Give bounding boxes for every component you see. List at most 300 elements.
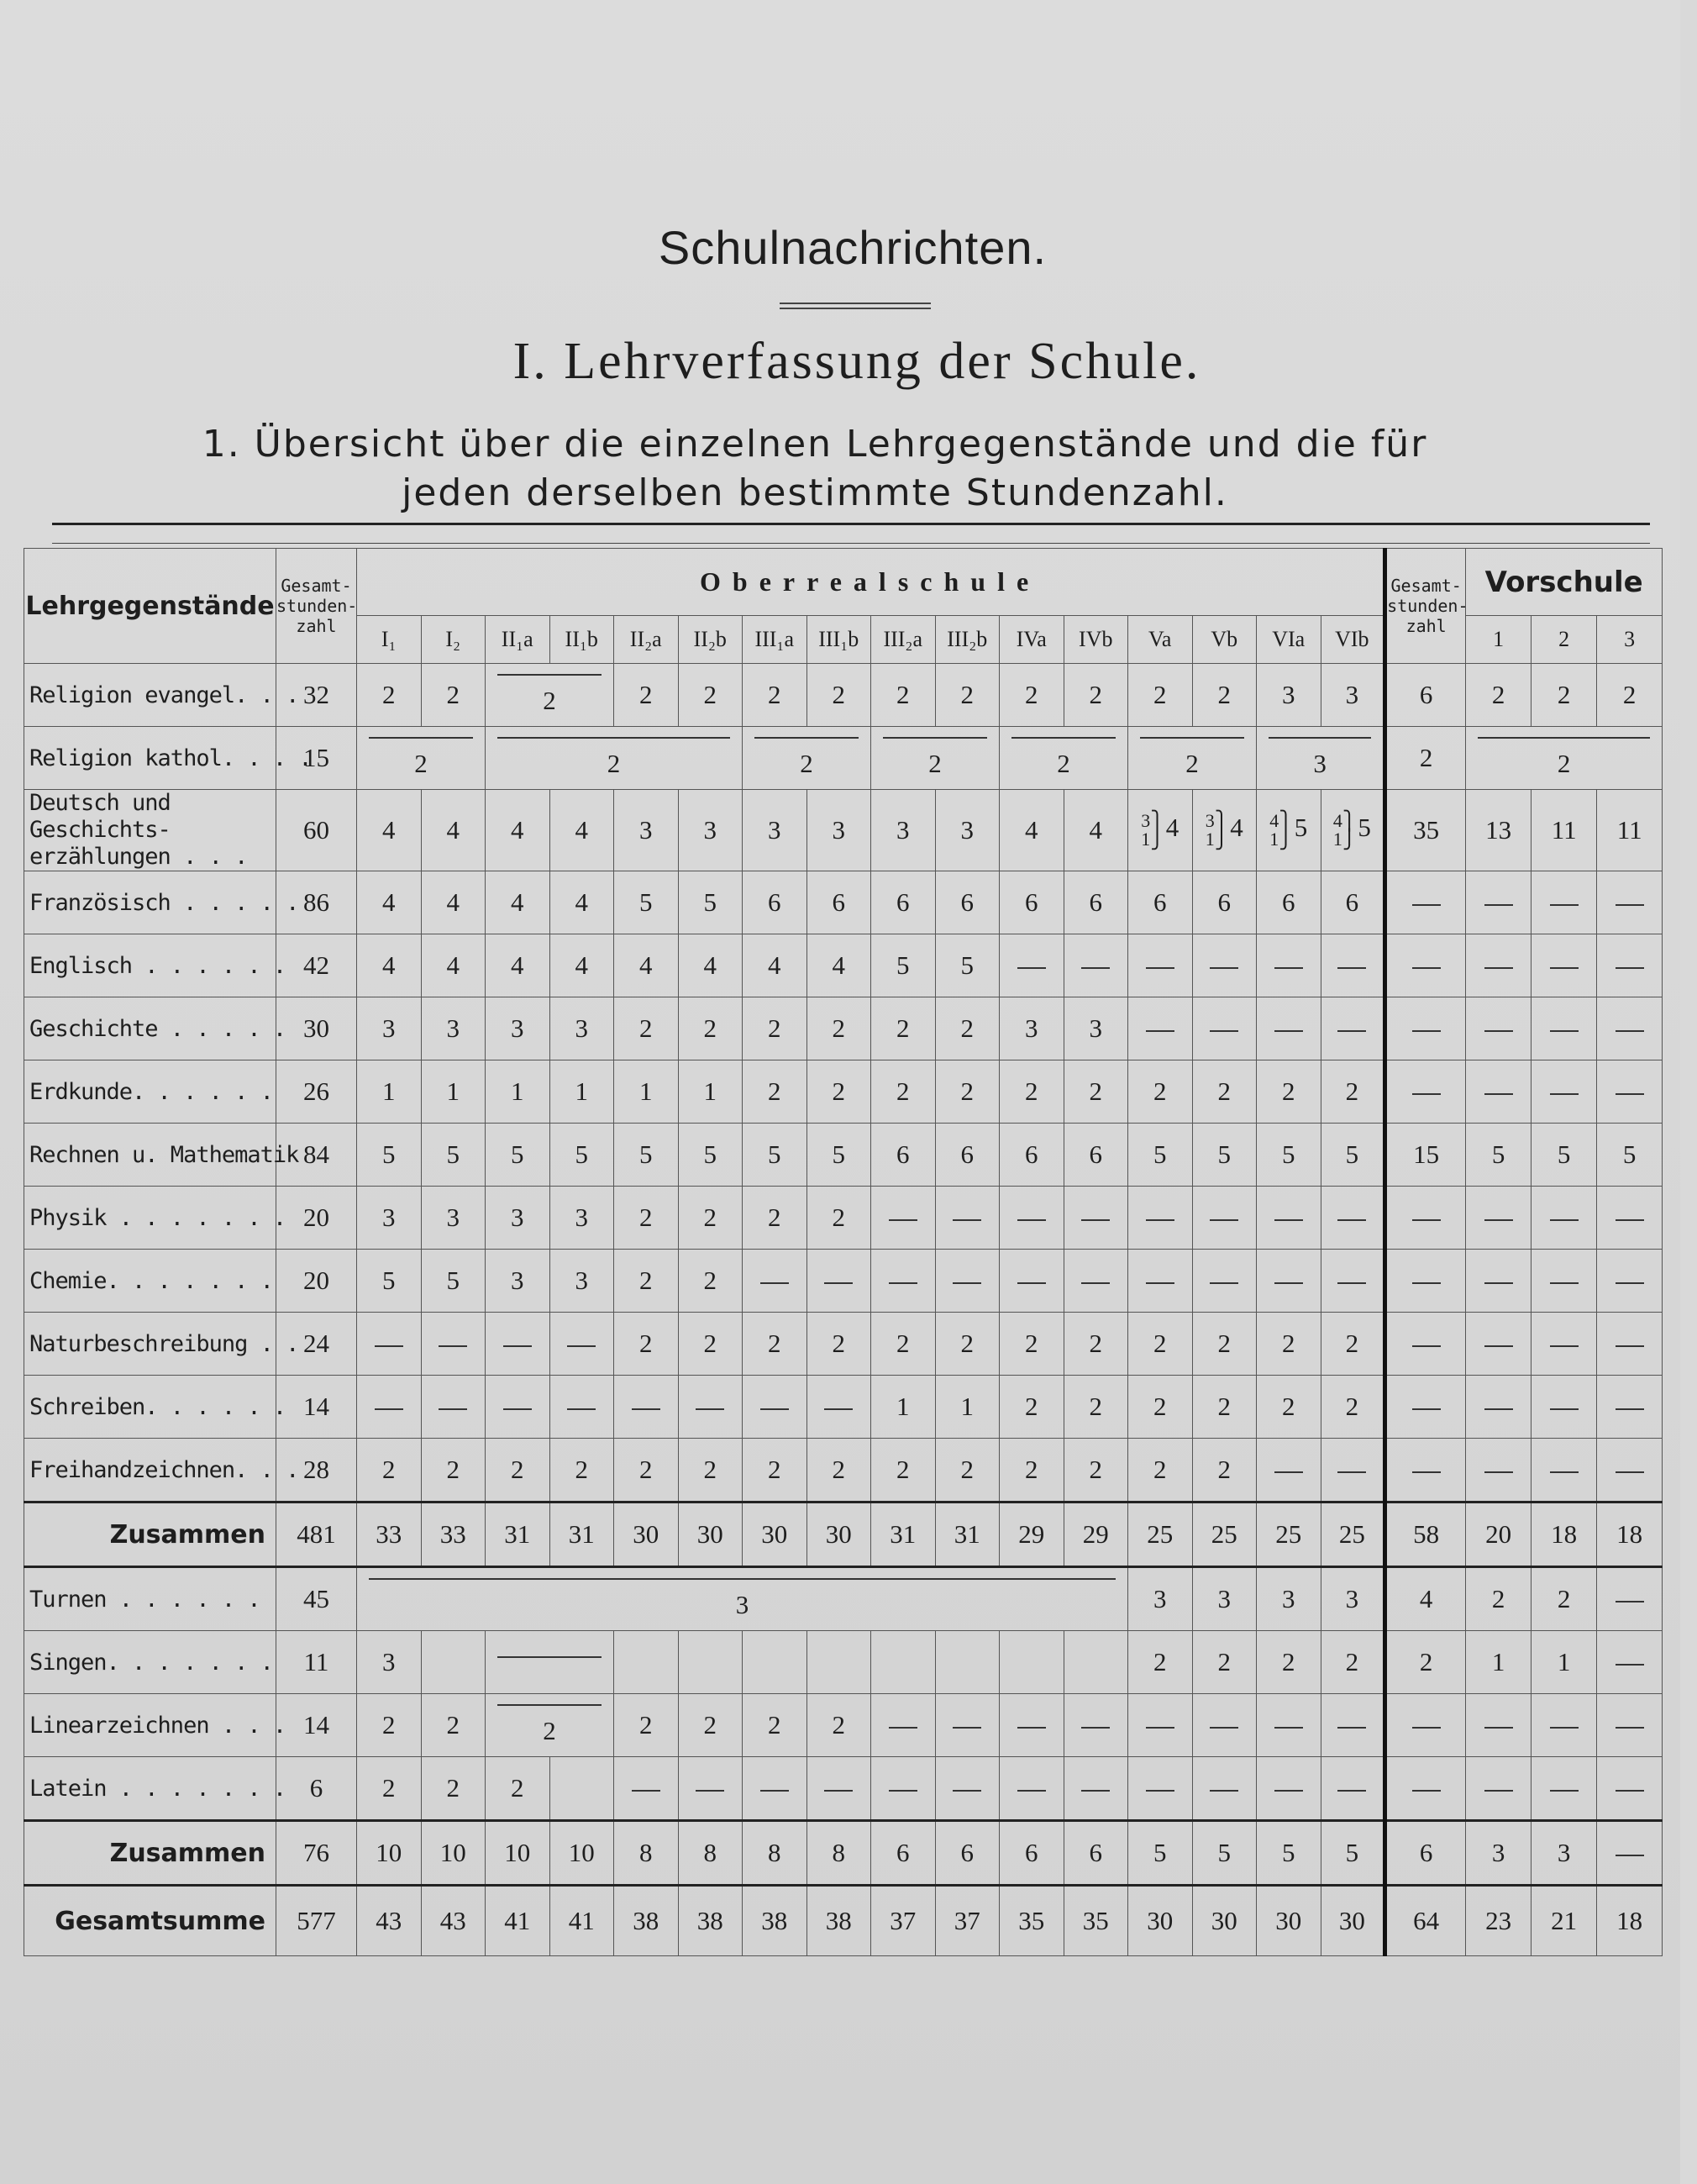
class-hours: 4: [357, 871, 422, 934]
table-row: [24, 790, 1663, 871]
row-total: 15: [276, 727, 357, 790]
class-hours: 30: [1257, 1886, 1321, 1956]
class-hours: 5: [614, 871, 679, 934]
row-total: 45: [276, 1567, 357, 1631]
brace-mark: [369, 737, 473, 744]
class-hours: [1000, 1187, 1064, 1250]
class-hours: 8: [806, 1821, 871, 1886]
class-hours: 33: [421, 1502, 486, 1567]
dash-mark: [1616, 1345, 1644, 1347]
dash-mark: [1146, 1790, 1174, 1792]
class-hours: [549, 1757, 614, 1821]
class-hours: [1000, 934, 1064, 997]
dash-mark: [824, 1790, 853, 1792]
class-hours: 2: [357, 664, 422, 727]
class-hours: 6: [871, 871, 936, 934]
class-hours: [1192, 997, 1257, 1060]
dash-mark: [953, 1282, 981, 1284]
class-hours: 2: [743, 1060, 807, 1124]
class-hours: [871, 1187, 936, 1250]
class-hours: 2: [1064, 1313, 1128, 1376]
class-hours: 2: [678, 1250, 743, 1313]
class-hours: 3: [871, 790, 936, 871]
table-row: [24, 664, 1663, 727]
header-subject: Lehrgegenstände: [24, 549, 276, 664]
row-label: Gesamtsumme: [24, 1886, 276, 1956]
class-hours: 3: [678, 790, 743, 871]
row-total: 24: [276, 1313, 357, 1376]
class-hours: 6: [806, 871, 871, 934]
class-hours: 6: [871, 1124, 936, 1187]
vor-hours: [1532, 1060, 1597, 1124]
vor-hours: [1597, 1439, 1663, 1502]
class-hours: 2: [871, 997, 936, 1060]
vor-hours: [1532, 1694, 1597, 1757]
class-hours: [743, 1250, 807, 1313]
class-hours: 3⎫ 1⎭4: [1128, 790, 1193, 871]
lesson-plan-table: [24, 548, 1663, 1956]
class-hours: 10: [549, 1821, 614, 1886]
header-class-I1: I₁: [357, 616, 422, 664]
vor-hours: 2: [1466, 1567, 1532, 1631]
dash-mark: [1337, 1727, 1366, 1729]
class-hours: 2: [1257, 1313, 1321, 1376]
class-hours: 6: [1321, 871, 1385, 934]
class-hours: 5: [614, 1124, 679, 1187]
dash-mark: [1412, 1282, 1441, 1284]
vor-hours: [1532, 997, 1597, 1060]
class-hours: 2: [743, 1439, 807, 1502]
dash-mark: [1146, 1219, 1174, 1221]
class-hours: [1128, 1757, 1193, 1821]
class-hours: [935, 1694, 1000, 1757]
brace-mark: [497, 1656, 602, 1663]
class-hours: 2: [935, 997, 1000, 1060]
class-hours: [1192, 1187, 1257, 1250]
class-hours: 35: [1064, 1886, 1128, 1956]
row-total: 76: [276, 1821, 357, 1886]
dash-mark: [503, 1345, 532, 1347]
class-hours: 5: [357, 1250, 422, 1313]
class-hours: 2: [1321, 1060, 1385, 1124]
class-hours: 41: [486, 1886, 550, 1956]
brace-mark: [754, 737, 859, 744]
class-hours: 10: [486, 1821, 550, 1886]
dash-mark: [1550, 1093, 1579, 1095]
class-hours: 5: [678, 1124, 743, 1187]
class-hours: 4: [486, 871, 550, 934]
header-class-VIb: VIb: [1321, 616, 1385, 664]
class-hours: 2: [743, 1694, 807, 1757]
class-hours: 3: [357, 1567, 1128, 1631]
class-hours: 6: [1064, 1821, 1128, 1886]
dash-mark: [1146, 967, 1174, 969]
vor-hours: [1597, 1694, 1663, 1757]
class-hours: 2: [1000, 1060, 1064, 1124]
class-hours: [486, 1631, 614, 1694]
class-hours: 30: [743, 1502, 807, 1567]
dash-mark: [1616, 1471, 1644, 1473]
class-hours: 3: [1192, 1567, 1257, 1631]
row-total: 60: [276, 790, 357, 871]
class-hours: 3: [806, 790, 871, 871]
dash-mark: [1274, 1219, 1303, 1221]
dash-mark: [1550, 1282, 1579, 1284]
brace-mark: [1011, 737, 1116, 744]
class-hours: 5: [1192, 1821, 1257, 1886]
vor-total: [1385, 1439, 1466, 1502]
row-label: Zusammen: [24, 1821, 276, 1886]
class-hours: 2: [935, 1439, 1000, 1502]
dash-mark: [1484, 1219, 1513, 1221]
vor-hours: 1: [1466, 1631, 1532, 1694]
class-hours: 8: [678, 1821, 743, 1886]
class-hours: 4: [357, 790, 422, 871]
dash-mark: [1081, 1219, 1110, 1221]
class-hours: 5: [357, 1124, 422, 1187]
vor-hours: [1597, 1187, 1663, 1250]
dash-mark: [1337, 1219, 1366, 1221]
dash-mark: [439, 1345, 467, 1347]
class-hours: 2: [1000, 1376, 1064, 1439]
header-class-II2b: II₂b: [678, 616, 743, 664]
class-hours: 38: [678, 1886, 743, 1956]
class-hours: [549, 1313, 614, 1376]
class-hours: 5: [1192, 1124, 1257, 1187]
dash-mark: [1337, 967, 1366, 969]
dash-mark: [1616, 1282, 1644, 1284]
table-row: [24, 1187, 1663, 1250]
vor-hours: [1466, 934, 1532, 997]
class-hours: 2: [871, 664, 936, 727]
dash-mark: [1550, 1030, 1579, 1032]
class-hours: 6: [1064, 871, 1128, 934]
class-hours: [1000, 1694, 1064, 1757]
table-row: [24, 727, 1663, 790]
header-class-Vb: Vb: [1192, 616, 1257, 664]
dash-mark: [375, 1408, 403, 1410]
class-hours: 2: [1192, 1631, 1257, 1694]
vor-hours: 18: [1532, 1502, 1597, 1567]
class-hours: [935, 1187, 1000, 1250]
dash-mark: [375, 1345, 403, 1347]
table-row: [24, 1567, 1663, 1631]
header-class-I2: I₂: [421, 616, 486, 664]
dash-mark: [1412, 1030, 1441, 1032]
vor-hours: 3: [1532, 1821, 1597, 1886]
class-hours: 31: [871, 1502, 936, 1567]
brace-mark: [1140, 737, 1244, 744]
dash-mark: [1484, 1345, 1513, 1347]
class-hours: 2: [549, 1439, 614, 1502]
class-hours: [1192, 1757, 1257, 1821]
class-hours: 43: [421, 1886, 486, 1956]
class-hours: 5: [806, 1124, 871, 1187]
class-hours: 2: [486, 664, 614, 727]
class-hours: 5: [1128, 1124, 1193, 1187]
class-hours: 1: [421, 1060, 486, 1124]
split-value: 4⎫ 1⎭: [1332, 810, 1357, 850]
class-hours: 2: [614, 1694, 679, 1757]
class-hours: 4: [549, 934, 614, 997]
vor-total: [1385, 997, 1466, 1060]
class-hours: 3: [1257, 727, 1385, 790]
class-hours: 4: [549, 790, 614, 871]
class-hours: [1192, 1694, 1257, 1757]
class-hours: 2: [935, 664, 1000, 727]
row-label: Physik . . . . . . .: [24, 1187, 276, 1250]
row-total: 14: [276, 1376, 357, 1439]
header-class-II2a: II₂a: [614, 616, 679, 664]
class-hours: 1: [935, 1376, 1000, 1439]
class-hours: [1257, 1694, 1321, 1757]
class-hours: 2: [357, 727, 486, 790]
class-hours: 2: [743, 727, 871, 790]
dash-mark: [1616, 1219, 1644, 1221]
class-hours: 2: [743, 1313, 807, 1376]
class-hours: 2: [678, 664, 743, 727]
dash-mark: [1017, 1282, 1046, 1284]
class-hours: 2: [678, 997, 743, 1060]
class-hours: 3: [486, 1250, 550, 1313]
class-hours: 10: [421, 1821, 486, 1886]
vor-hours: [1532, 871, 1597, 934]
class-hours: 2: [486, 727, 743, 790]
class-hours: 2: [357, 1439, 422, 1502]
dash-mark: [1210, 1219, 1238, 1221]
dash-mark: [1484, 1790, 1513, 1792]
vor-hours: [1466, 1376, 1532, 1439]
brace-mark: [369, 1578, 1116, 1585]
vor-total: 64: [1385, 1886, 1466, 1956]
class-hours: 5: [421, 1124, 486, 1187]
class-hours: 30: [1128, 1886, 1193, 1956]
row-total: 30: [276, 997, 357, 1060]
class-hours: [421, 1313, 486, 1376]
dash-mark: [632, 1408, 660, 1410]
vor-total: [1385, 934, 1466, 997]
vor-hours: [1466, 1187, 1532, 1250]
dash-mark: [503, 1408, 532, 1410]
row-label: Deutsch und Geschichts-erzählungen . . .: [24, 790, 276, 871]
dash-mark: [1337, 1282, 1366, 1284]
class-hours: 2: [806, 1313, 871, 1376]
row-label: Freihandzeichnen. . .: [24, 1439, 276, 1502]
class-hours: [1321, 1694, 1385, 1757]
dash-mark: [1550, 1345, 1579, 1347]
row-total: 42: [276, 934, 357, 997]
dash-mark: [1337, 1471, 1366, 1473]
dash-mark: [824, 1408, 853, 1410]
vor-hours: [1597, 1821, 1663, 1886]
brace-mark: [497, 1704, 602, 1711]
dash-mark: [760, 1282, 789, 1284]
class-hours: 5: [1257, 1821, 1321, 1886]
row-label: Geschichte . . . . .: [24, 997, 276, 1060]
header-class-IVa: IVa: [1000, 616, 1064, 664]
class-hours: 2: [743, 664, 807, 727]
class-hours: 2: [421, 1439, 486, 1502]
class-hours: 2: [806, 1439, 871, 1502]
vor-hours: [1466, 1439, 1532, 1502]
class-hours: 3: [549, 997, 614, 1060]
dash-mark: [1616, 1790, 1644, 1792]
dash-mark: [1210, 967, 1238, 969]
class-hours: [871, 1250, 936, 1313]
vor-hours: [1532, 1757, 1597, 1821]
class-hours: [614, 1376, 679, 1439]
dash-mark: [1550, 1727, 1579, 1729]
header-class-Va: Va: [1128, 616, 1193, 664]
dash-mark: [1412, 904, 1441, 906]
class-hours: [357, 1313, 422, 1376]
class-hours: [614, 1757, 679, 1821]
class-hours: 3: [549, 1250, 614, 1313]
class-hours: 2: [1321, 1631, 1385, 1694]
dash-mark: [1274, 1790, 1303, 1792]
class-hours: 2: [421, 1757, 486, 1821]
vor-total: 4: [1385, 1567, 1466, 1631]
row-total: 577: [276, 1886, 357, 1956]
class-hours: [1064, 1250, 1128, 1313]
class-hours: 41: [549, 1886, 614, 1956]
class-hours: [1321, 1439, 1385, 1502]
row-total: 20: [276, 1187, 357, 1250]
class-hours: [1257, 1187, 1321, 1250]
vor-hours: 2: [1532, 664, 1597, 727]
dash-mark: [1210, 1030, 1238, 1032]
class-hours: 4: [421, 934, 486, 997]
class-hours: 29: [1000, 1502, 1064, 1567]
class-hours: [357, 1376, 422, 1439]
class-hours: 5: [871, 934, 936, 997]
dash-mark: [696, 1790, 724, 1792]
class-hours: [678, 1757, 743, 1821]
vor-total: 6: [1385, 1821, 1466, 1886]
class-hours: 2: [614, 1187, 679, 1250]
dash-mark: [1484, 1093, 1513, 1095]
dash-mark: [1017, 1727, 1046, 1729]
class-hours: 31: [486, 1502, 550, 1567]
table-row: [24, 997, 1663, 1060]
class-hours: 4: [421, 790, 486, 871]
table-row: [24, 1821, 1663, 1886]
split-value: 3⎫ 1⎭: [1141, 810, 1164, 850]
header-oberrealschule: Oberrealschule: [357, 549, 1385, 616]
class-hours: 2: [1000, 1439, 1064, 1502]
class-hours: 2: [678, 1439, 743, 1502]
row-label: Rechnen u. Mathematik: [24, 1124, 276, 1187]
dash-mark: [1412, 1727, 1441, 1729]
class-hours: [1321, 1757, 1385, 1821]
dash-mark: [1337, 1790, 1366, 1792]
class-hours: [1192, 934, 1257, 997]
class-hours: 2: [743, 997, 807, 1060]
class-hours: 4: [486, 934, 550, 997]
class-hours: 2: [1128, 664, 1193, 727]
class-hours: [1064, 934, 1128, 997]
class-hours: [1000, 1631, 1064, 1694]
header-vor-total: Gesamt-stunden-zahl: [1385, 549, 1466, 664]
class-hours: 4: [614, 934, 679, 997]
row-total: 20: [276, 1250, 357, 1313]
class-hours: 4: [1000, 790, 1064, 871]
dash-mark: [1412, 967, 1441, 969]
dash-mark: [1484, 1471, 1513, 1473]
class-hours: 6: [1257, 871, 1321, 934]
class-hours: [935, 1757, 1000, 1821]
class-hours: 8: [743, 1821, 807, 1886]
class-hours: 3⎫ 1⎭4: [1192, 790, 1257, 871]
dash-mark: [1412, 1790, 1441, 1792]
class-hours: [1128, 1187, 1193, 1250]
dash-mark: [824, 1282, 853, 1284]
dash-mark: [1484, 1408, 1513, 1410]
table-row: [24, 871, 1663, 934]
class-hours: [1257, 1439, 1321, 1502]
dash-mark: [1412, 1408, 1441, 1410]
class-hours: 30: [614, 1502, 679, 1567]
dash-mark: [1412, 1345, 1441, 1347]
class-hours: 1: [614, 1060, 679, 1124]
class-hours: [1321, 1250, 1385, 1313]
vor-hours: [1597, 1060, 1663, 1124]
class-hours: 30: [678, 1502, 743, 1567]
brace-mark: [497, 674, 602, 681]
vor-hours: [1597, 1631, 1663, 1694]
class-hours: [1000, 1757, 1064, 1821]
header-class-IIb: II₁b: [549, 616, 614, 664]
vor-hours: [1466, 1313, 1532, 1376]
dash-mark: [1616, 967, 1644, 969]
header-vorclass-1: 1: [1466, 616, 1532, 664]
vor-total: 6: [1385, 664, 1466, 727]
dash-mark: [1484, 1030, 1513, 1032]
class-hours: 2: [1128, 1376, 1193, 1439]
class-hours: 2: [1257, 1631, 1321, 1694]
class-hours: 5: [1128, 1821, 1193, 1886]
dash-mark: [1146, 1030, 1174, 1032]
row-total: 84: [276, 1124, 357, 1187]
header-class-III2b: III₂b: [935, 616, 1000, 664]
header-vorschule: Vorschule: [1466, 549, 1663, 616]
class-hours: 3: [614, 790, 679, 871]
vor-hours: [1597, 1567, 1663, 1631]
table-row: [24, 1060, 1663, 1124]
class-hours: 3: [357, 997, 422, 1060]
dash-mark: [1412, 1219, 1441, 1221]
class-hours: 3: [1064, 997, 1128, 1060]
class-hours: 2: [421, 664, 486, 727]
vor-hours: [1597, 1757, 1663, 1821]
class-hours: 6: [935, 1821, 1000, 1886]
dash-mark: [1081, 1727, 1110, 1729]
class-hours: [1257, 1250, 1321, 1313]
table-row: [24, 1250, 1663, 1313]
class-hours: 2: [1257, 1376, 1321, 1439]
vor-hours: [1597, 871, 1663, 934]
class-hours: 6: [871, 1821, 936, 1886]
class-hours: 30: [1321, 1886, 1385, 1956]
page-heading: Schulnachrichten.: [658, 221, 1048, 274]
class-hours: 3: [1321, 664, 1385, 727]
class-hours: 2: [1192, 1060, 1257, 1124]
header-class-III1b: III₁b: [806, 616, 871, 664]
vor-hours: 3: [1466, 1821, 1532, 1886]
header-vorclass-2: 2: [1532, 616, 1597, 664]
dash-mark: [1616, 1408, 1644, 1410]
class-hours: 6: [1000, 871, 1064, 934]
